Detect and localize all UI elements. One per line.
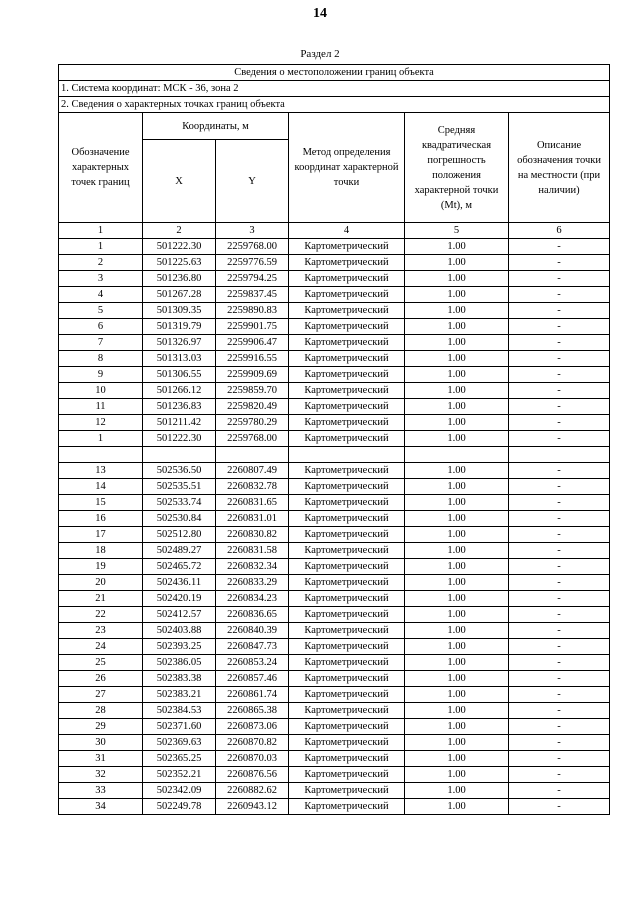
table-row [59, 767, 610, 783]
description: - [509, 735, 610, 751]
table-row [59, 319, 610, 335]
table-row [59, 687, 610, 703]
point-number: 14 [59, 479, 143, 495]
page-number: 14 [313, 6, 327, 21]
table-row [59, 431, 610, 447]
error: 1.00 [405, 655, 509, 671]
coord-y: 2260807.49 [216, 463, 289, 479]
error: 1.00 [405, 543, 509, 559]
table-title: Сведения о местоположении границ объекта [59, 65, 610, 81]
point-number: 20 [59, 575, 143, 591]
table-row [59, 351, 610, 367]
coord-y: 2259768.00 [216, 239, 289, 255]
point-number: 24 [59, 639, 143, 655]
method: Картометрический [289, 431, 405, 447]
coord-y: 2259776.59 [216, 255, 289, 271]
coord-x: 502530.84 [143, 511, 216, 527]
error: 1.00 [405, 575, 509, 591]
method: Картометрический [289, 639, 405, 655]
point-number: 1 [59, 431, 143, 447]
description: - [509, 751, 610, 767]
coord-y: 2259909.69 [216, 367, 289, 383]
coord-y: 2260857.46 [216, 671, 289, 687]
point-number: 11 [59, 399, 143, 415]
table-row [59, 591, 610, 607]
table-row [59, 463, 610, 479]
method: Картометрический [289, 303, 405, 319]
description: - [509, 799, 610, 815]
coord-x: 501222.30 [143, 239, 216, 255]
table-row [59, 495, 610, 511]
error: 1.00 [405, 591, 509, 607]
point-number: 18 [59, 543, 143, 559]
table-row [59, 335, 610, 351]
table-row [59, 623, 610, 639]
table-row [59, 367, 610, 383]
method: Картометрический [289, 271, 405, 287]
description: - [509, 431, 610, 447]
coord-x: 501319.79 [143, 319, 216, 335]
point-number: 33 [59, 783, 143, 799]
table-row [59, 479, 610, 495]
coord-y: 2260833.29 [216, 575, 289, 591]
method: Картометрический [289, 463, 405, 479]
method: Картометрический [289, 479, 405, 495]
method: Картометрический [289, 623, 405, 639]
coord-y: 2260873.06 [216, 719, 289, 735]
method: Картометрический [289, 719, 405, 735]
description: - [509, 351, 610, 367]
method: Картометрический [289, 527, 405, 543]
coord-y: 2259768.00 [216, 431, 289, 447]
coord-x: 501309.35 [143, 303, 216, 319]
point-number: 16 [59, 511, 143, 527]
error: 1.00 [405, 383, 509, 399]
method: Картометрический [289, 671, 405, 687]
description: - [509, 287, 610, 303]
error: 1.00 [405, 527, 509, 543]
point-number: 9 [59, 367, 143, 383]
coord-x: 502393.25 [143, 639, 216, 655]
boundary-points-table [58, 64, 610, 815]
column-number: 6 [509, 223, 610, 239]
description: - [509, 687, 610, 703]
coord-y: 2260830.82 [216, 527, 289, 543]
coord-y: 2259901.75 [216, 319, 289, 335]
coord-y: 2260840.39 [216, 623, 289, 639]
coord-y: 2260847.73 [216, 639, 289, 655]
point-number: 23 [59, 623, 143, 639]
coord-y: 2259859.70 [216, 383, 289, 399]
error: 1.00 [405, 511, 509, 527]
separator-row [59, 447, 610, 463]
description: - [509, 239, 610, 255]
description: - [509, 719, 610, 735]
method: Картометрический [289, 367, 405, 383]
method: Картометрический [289, 239, 405, 255]
point-number: 19 [59, 559, 143, 575]
coord-x: 501326.97 [143, 335, 216, 351]
point-number: 8 [59, 351, 143, 367]
coord-x: 502535.51 [143, 479, 216, 495]
col-error-header: Средняя квадратическая погрешность положения характерной точки (Mt), м [405, 113, 509, 223]
method: Картометрический [289, 511, 405, 527]
error: 1.00 [405, 623, 509, 639]
method: Картометрический [289, 735, 405, 751]
point-number: 25 [59, 655, 143, 671]
table-row [59, 511, 610, 527]
coord-x: 502403.88 [143, 623, 216, 639]
table-row [59, 735, 610, 751]
description: - [509, 591, 610, 607]
error: 1.00 [405, 783, 509, 799]
point-number: 13 [59, 463, 143, 479]
table-row [59, 239, 610, 255]
coord-y: 2260865.38 [216, 703, 289, 719]
column-number: 2 [143, 223, 216, 239]
method: Картометрический [289, 783, 405, 799]
table-row [59, 639, 610, 655]
description: - [509, 575, 610, 591]
description: - [509, 495, 610, 511]
points-title: 2. Сведения о характерных точках границ объекта [59, 97, 610, 113]
error: 1.00 [405, 431, 509, 447]
coord-y: 2259837.45 [216, 287, 289, 303]
table-row [59, 719, 610, 735]
error: 1.00 [405, 415, 509, 431]
column-number: 4 [289, 223, 405, 239]
method: Картометрический [289, 319, 405, 335]
error: 1.00 [405, 607, 509, 623]
point-number: 34 [59, 799, 143, 815]
point-number: 21 [59, 591, 143, 607]
error: 1.00 [405, 303, 509, 319]
error: 1.00 [405, 399, 509, 415]
point-number: 2 [59, 255, 143, 271]
table-row [59, 303, 610, 319]
description: - [509, 671, 610, 687]
coord-x: 501266.12 [143, 383, 216, 399]
coord-x: 502352.21 [143, 767, 216, 783]
coord-y: 2259820.49 [216, 399, 289, 415]
table-row [59, 751, 610, 767]
coord-y: 2260870.82 [216, 735, 289, 751]
description: - [509, 463, 610, 479]
error: 1.00 [405, 687, 509, 703]
error: 1.00 [405, 271, 509, 287]
error: 1.00 [405, 639, 509, 655]
coord-x: 501225.63 [143, 255, 216, 271]
error: 1.00 [405, 463, 509, 479]
point-number: 27 [59, 687, 143, 703]
col-coordinates-header: Координаты, м [143, 113, 289, 140]
error: 1.00 [405, 767, 509, 783]
coord-x: 501236.83 [143, 399, 216, 415]
error: 1.00 [405, 351, 509, 367]
coord-y: 2260831.58 [216, 543, 289, 559]
error: 1.00 [405, 239, 509, 255]
point-number: 5 [59, 303, 143, 319]
description: - [509, 639, 610, 655]
point-number: 29 [59, 719, 143, 735]
method: Картометрический [289, 799, 405, 815]
table-row [59, 271, 610, 287]
coord-y: 2260861.74 [216, 687, 289, 703]
description: - [509, 783, 610, 799]
method: Картометрический [289, 559, 405, 575]
coord-y: 2260943.12 [216, 799, 289, 815]
error: 1.00 [405, 719, 509, 735]
coord-x: 502512.80 [143, 527, 216, 543]
method: Картометрический [289, 607, 405, 623]
point-number: 15 [59, 495, 143, 511]
description: - [509, 383, 610, 399]
coord-y: 2259794.25 [216, 271, 289, 287]
coord-x: 502342.09 [143, 783, 216, 799]
coord-y: 2260831.01 [216, 511, 289, 527]
error: 1.00 [405, 559, 509, 575]
col-x-header: X [143, 140, 216, 223]
table-row [59, 607, 610, 623]
description: - [509, 703, 610, 719]
error: 1.00 [405, 255, 509, 271]
coord-x: 502533.74 [143, 495, 216, 511]
method: Картометрический [289, 751, 405, 767]
error: 1.00 [405, 703, 509, 719]
point-number: 7 [59, 335, 143, 351]
coord-y: 2259780.29 [216, 415, 289, 431]
table-row [59, 543, 610, 559]
empty-cell [289, 447, 405, 463]
table-row [59, 799, 610, 815]
method: Картометрический [289, 655, 405, 671]
method: Картометрический [289, 287, 405, 303]
table-row [59, 255, 610, 271]
table-row [59, 655, 610, 671]
method: Картометрический [289, 591, 405, 607]
error: 1.00 [405, 751, 509, 767]
table-row [59, 383, 610, 399]
method: Картометрический [289, 399, 405, 415]
column-numbers-row [59, 223, 610, 239]
point-number: 10 [59, 383, 143, 399]
coord-x: 502371.60 [143, 719, 216, 735]
table-row [59, 415, 610, 431]
table-row [59, 287, 610, 303]
coord-y: 2259890.83 [216, 303, 289, 319]
point-number: 30 [59, 735, 143, 751]
coord-x: 502249.78 [143, 799, 216, 815]
coord-y: 2260832.34 [216, 559, 289, 575]
error: 1.00 [405, 479, 509, 495]
column-number: 5 [405, 223, 509, 239]
description: - [509, 255, 610, 271]
empty-cell [509, 447, 610, 463]
error: 1.00 [405, 495, 509, 511]
method: Картометрический [289, 383, 405, 399]
description: - [509, 303, 610, 319]
coord-x: 502465.72 [143, 559, 216, 575]
description: - [509, 623, 610, 639]
description: - [509, 415, 610, 431]
coord-x: 502436.11 [143, 575, 216, 591]
coord-x: 501211.42 [143, 415, 216, 431]
coord-y: 2260876.56 [216, 767, 289, 783]
coord-x: 502412.57 [143, 607, 216, 623]
point-number: 26 [59, 671, 143, 687]
method: Картометрический [289, 351, 405, 367]
description: - [509, 335, 610, 351]
coord-y: 2260853.24 [216, 655, 289, 671]
description: - [509, 511, 610, 527]
error: 1.00 [405, 799, 509, 815]
coord-x: 501236.80 [143, 271, 216, 287]
coord-x: 502536.50 [143, 463, 216, 479]
column-number: 3 [216, 223, 289, 239]
col-designation-header: Обозначение характерных точек границ [59, 113, 143, 223]
description: - [509, 559, 610, 575]
coord-y: 2260832.78 [216, 479, 289, 495]
coord-x: 502383.21 [143, 687, 216, 703]
table-row [59, 399, 610, 415]
table-row [59, 527, 610, 543]
coord-y: 2260870.03 [216, 751, 289, 767]
description: - [509, 367, 610, 383]
error: 1.00 [405, 287, 509, 303]
method: Картометрический [289, 255, 405, 271]
table-row [59, 671, 610, 687]
method: Картометрический [289, 703, 405, 719]
coord-x: 502386.05 [143, 655, 216, 671]
description: - [509, 399, 610, 415]
coord-x: 502384.53 [143, 703, 216, 719]
empty-cell [143, 447, 216, 463]
column-number: 1 [59, 223, 143, 239]
coord-y: 2260882.62 [216, 783, 289, 799]
coord-y: 2260831.65 [216, 495, 289, 511]
col-description-header: Описание обозначения точки на местности (при наличии) [509, 113, 610, 223]
method: Картометрический [289, 767, 405, 783]
coord-y: 2259916.55 [216, 351, 289, 367]
point-number: 4 [59, 287, 143, 303]
empty-cell [59, 447, 143, 463]
coord-y: 2260834.23 [216, 591, 289, 607]
description: - [509, 655, 610, 671]
empty-cell [216, 447, 289, 463]
section-title: Раздел 2 [300, 48, 340, 60]
point-number: 12 [59, 415, 143, 431]
point-number: 6 [59, 319, 143, 335]
table-row [59, 575, 610, 591]
error: 1.00 [405, 367, 509, 383]
method: Картометрический [289, 335, 405, 351]
method: Картометрический [289, 687, 405, 703]
coord-x: 501222.30 [143, 431, 216, 447]
description: - [509, 271, 610, 287]
description: - [509, 607, 610, 623]
point-number: 32 [59, 767, 143, 783]
table-row [59, 559, 610, 575]
method: Картометрический [289, 575, 405, 591]
coord-x: 502383.38 [143, 671, 216, 687]
description: - [509, 319, 610, 335]
table-row [59, 703, 610, 719]
coordinate-system: 1. Система координат: МСК - 36, зона 2 [59, 81, 610, 97]
coord-x: 502369.63 [143, 735, 216, 751]
coord-x: 501306.55 [143, 367, 216, 383]
point-number: 31 [59, 751, 143, 767]
point-number: 1 [59, 239, 143, 255]
error: 1.00 [405, 335, 509, 351]
point-number: 17 [59, 527, 143, 543]
coord-y: 2259906.47 [216, 335, 289, 351]
method: Картометрический [289, 415, 405, 431]
point-number: 28 [59, 703, 143, 719]
point-number: 3 [59, 271, 143, 287]
description: - [509, 767, 610, 783]
coord-x: 502489.27 [143, 543, 216, 559]
description: - [509, 543, 610, 559]
error: 1.00 [405, 735, 509, 751]
error: 1.00 [405, 319, 509, 335]
col-y-header: Y [216, 140, 289, 223]
point-number: 22 [59, 607, 143, 623]
error: 1.00 [405, 671, 509, 687]
coord-x: 502365.25 [143, 751, 216, 767]
description: - [509, 527, 610, 543]
coord-y: 2260836.65 [216, 607, 289, 623]
coord-x: 502420.19 [143, 591, 216, 607]
table-row [59, 783, 610, 799]
coord-x: 501267.28 [143, 287, 216, 303]
method: Картометрический [289, 543, 405, 559]
description: - [509, 479, 610, 495]
empty-cell [405, 447, 509, 463]
method: Картометрический [289, 495, 405, 511]
col-method-header: Метод определения координат характерной точки [289, 113, 405, 223]
coord-x: 501313.03 [143, 351, 216, 367]
